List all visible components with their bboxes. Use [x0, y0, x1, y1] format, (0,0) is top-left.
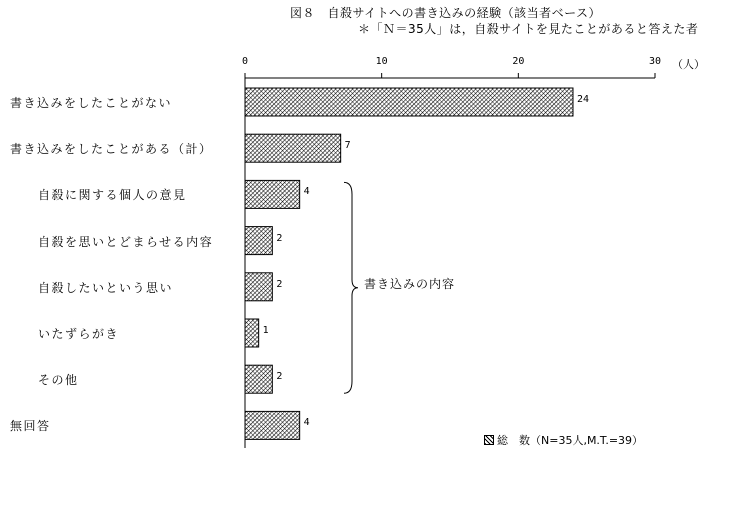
legend — [484, 432, 643, 448]
legend-swatch — [484, 435, 494, 445]
bar-value-label: 2 — [276, 371, 283, 383]
bracket-label: 書き込みの内容 — [364, 277, 456, 291]
bracket-brace — [344, 182, 358, 393]
category-label: いたずらがき — [38, 327, 120, 341]
bar-crosshatch — [245, 319, 259, 347]
bar-value-label: 2 — [276, 232, 283, 244]
category-label: 自殺に関する個人の意見 — [38, 188, 187, 203]
bar-crosshatch — [245, 134, 341, 162]
x-tick-label: 10 — [375, 56, 388, 67]
legend-label: 総 数（N=35人,M.T.=39） — [497, 434, 644, 447]
category-label: 自殺を思いとどまらせる内容 — [38, 234, 214, 249]
bar-value-label: 4 — [303, 186, 310, 198]
bar-crosshatch — [245, 180, 300, 208]
x-tick-label: 0 — [242, 56, 249, 67]
bar-value-label: 7 — [344, 140, 351, 152]
chart-title: 図８ 自殺サイトへの書き込みの経験（該当者ベース） — [290, 6, 602, 20]
bar-value-label: 24 — [577, 94, 590, 105]
category-label: 書き込みをしたことがある（計） — [10, 142, 213, 157]
bar-value-label: 1 — [262, 325, 269, 336]
x-tick-label: 30 — [649, 56, 662, 67]
category-label: 自殺したいという思い — [38, 280, 174, 295]
x-tick-label: 20 — [512, 56, 525, 67]
bar-crosshatch — [245, 365, 272, 393]
category-label: その他 — [38, 373, 79, 388]
category-label: 書き込みをしたことがない — [10, 96, 173, 110]
bar-crosshatch — [245, 88, 573, 116]
bar-crosshatch — [245, 273, 272, 301]
bar-crosshatch — [245, 411, 300, 439]
chart-subtitle: ＊「Ｎ＝35人」は，自殺サイトを見たことがあると答えた者 — [358, 22, 699, 36]
axis-unit-label: （人） — [672, 58, 705, 71]
bar-value-label: 4 — [303, 417, 310, 429]
category-label: 無回答 — [10, 419, 51, 434]
bar-crosshatch — [245, 227, 272, 255]
bar-value-label: 2 — [276, 278, 283, 290]
